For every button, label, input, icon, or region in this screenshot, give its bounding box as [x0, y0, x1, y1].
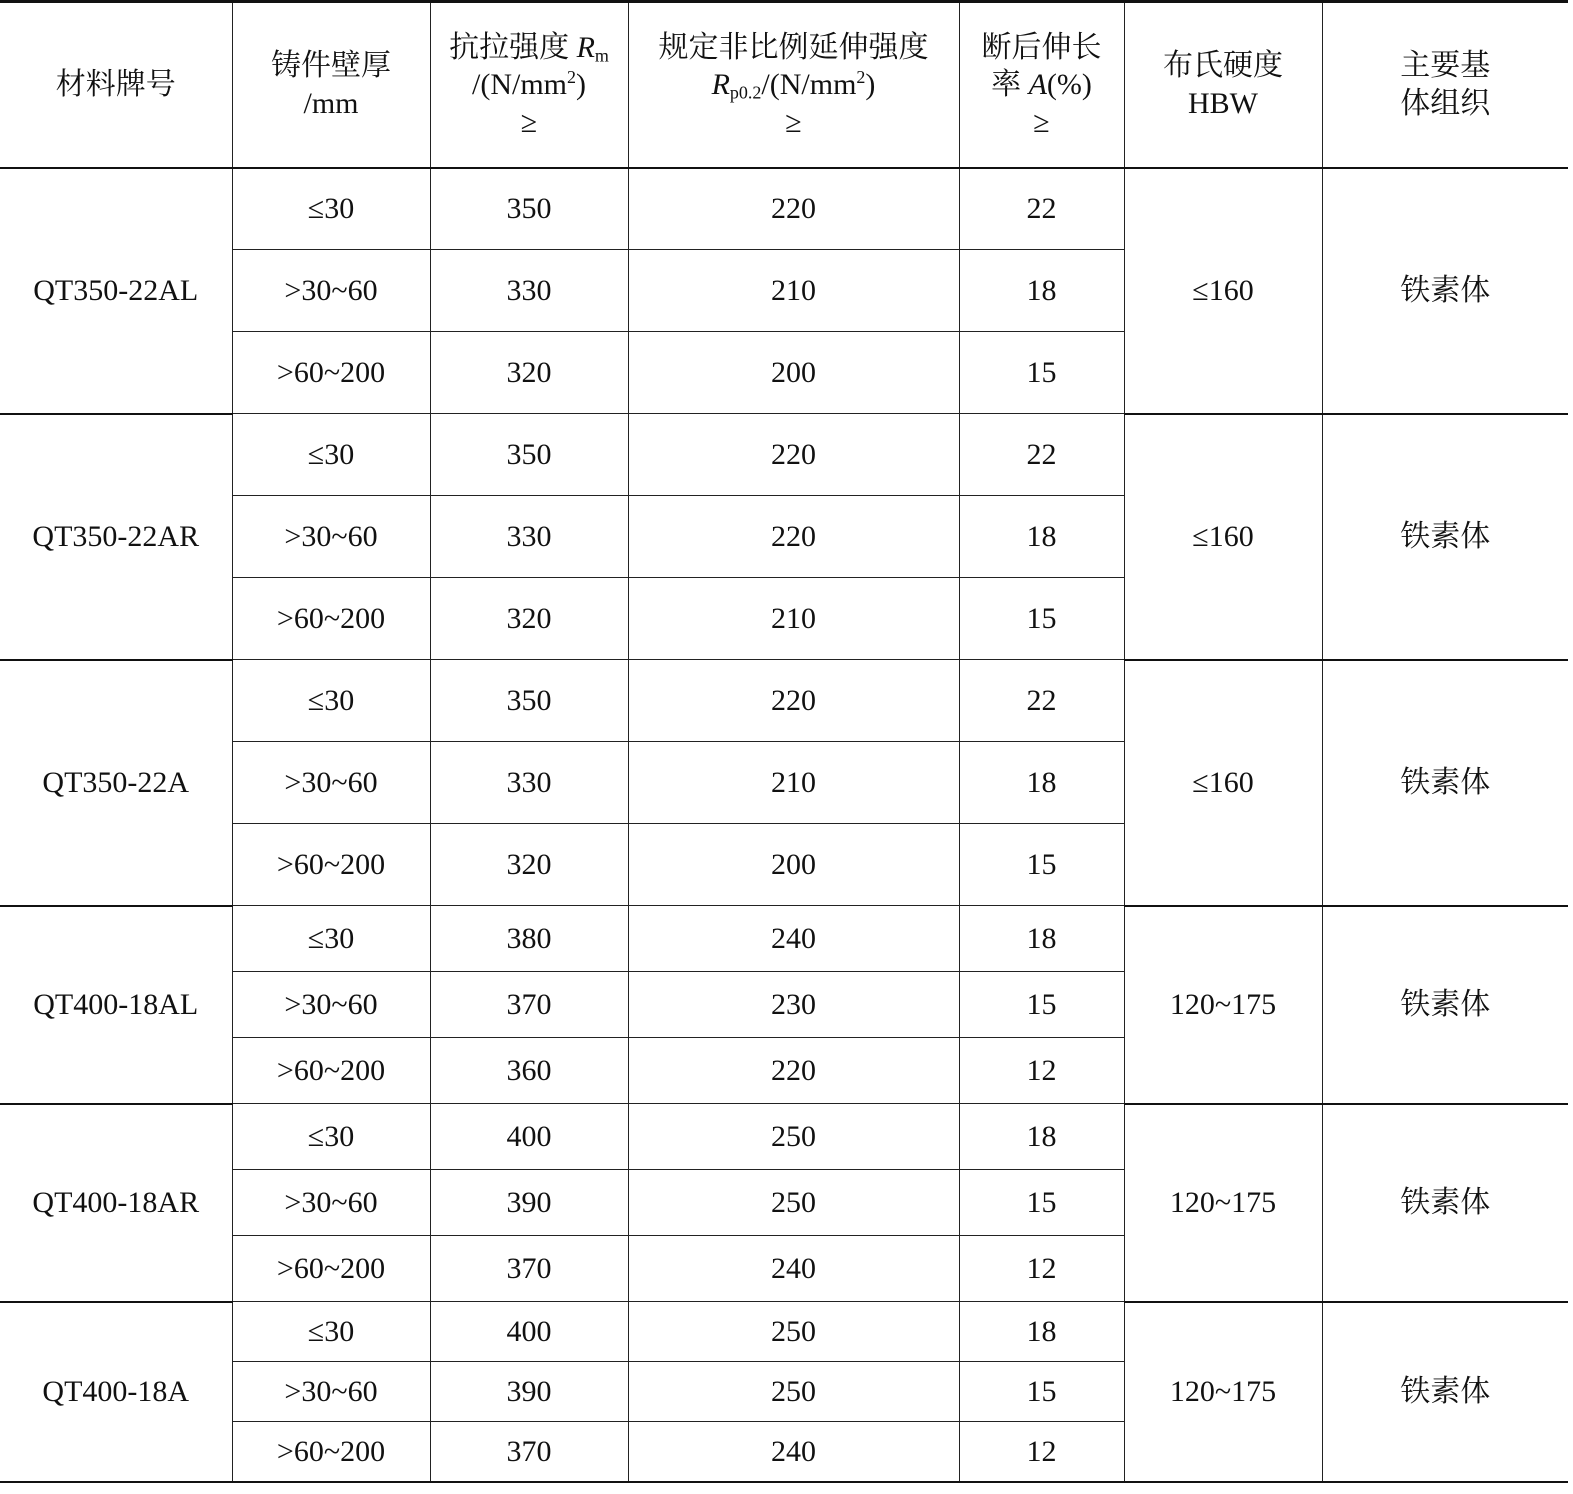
proof-strength-cell: 250 — [628, 1104, 959, 1170]
thickness-cell: >60~200 — [232, 332, 430, 414]
thickness-cell: >60~200 — [232, 1236, 430, 1302]
proof-strength-cell: 220 — [628, 496, 959, 578]
header-elong-line2 — [960, 66, 1124, 104]
table-row — [0, 168, 1568, 250]
elongation-cell: 22 — [959, 168, 1124, 250]
thickness-cell: >30~60 — [232, 972, 430, 1038]
hardness-cell: ≤160 — [1124, 660, 1322, 906]
elongation-cell: 18 — [959, 1104, 1124, 1170]
tensile-strength-cell: 320 — [430, 332, 628, 414]
header-proof-strength — [628, 2, 959, 168]
thickness-cell: >60~200 — [232, 1422, 430, 1482]
hardness-cell: 120~175 — [1124, 1104, 1322, 1302]
thickness-cell: ≤30 — [232, 660, 430, 742]
thickness-cell: >60~200 — [232, 1038, 430, 1104]
tensile-strength-cell: 370 — [430, 1236, 628, 1302]
proof-strength-cell: 220 — [628, 1038, 959, 1104]
header-rp-line2 — [629, 66, 959, 104]
table-row — [0, 906, 1568, 972]
elongation-cell: 18 — [959, 1302, 1124, 1362]
table-row — [0, 414, 1568, 496]
proof-strength-cell: 250 — [628, 1302, 959, 1362]
proof-strength-cell: 220 — [628, 660, 959, 742]
header-thickness-line2: /mm — [303, 86, 359, 120]
header-rm-line2 — [431, 66, 628, 104]
header-hbw-line1: 布氏硬度 — [1163, 49, 1283, 83]
proof-strength-cell: 200 — [628, 824, 959, 906]
hardness-cell: ≤160 — [1124, 414, 1322, 660]
header-rp-subscript: p0.2 — [729, 82, 762, 103]
header-elong-line1: 断后伸长 — [981, 30, 1102, 64]
header-elong-unit: (%) — [1046, 68, 1092, 101]
header-elong-symbol: A — [1028, 68, 1047, 101]
thickness-cell: >30~60 — [232, 742, 430, 824]
proof-strength-cell: 230 — [628, 972, 959, 1038]
header-matrix-line1: 主要基 — [1400, 49, 1491, 83]
header-rp-unit-b: ) — [865, 68, 876, 101]
thickness-cell: >30~60 — [232, 496, 430, 578]
table-row — [0, 1302, 1568, 1362]
matrix-cell: 铁素体 — [1322, 414, 1568, 660]
header-tensile-strength — [430, 2, 628, 168]
grade-cell: QT400-18AL — [0, 906, 232, 1104]
elongation-cell: 12 — [959, 1038, 1124, 1104]
header-matrix-line2: 体组织 — [1400, 86, 1491, 120]
header-rp-superscript: 2 — [856, 67, 866, 88]
thickness-cell: >60~200 — [232, 578, 430, 660]
header-elongation — [959, 2, 1124, 168]
grade-cell: QT350-22AL — [0, 168, 232, 414]
proof-strength-cell: 210 — [628, 250, 959, 332]
elongation-cell: 12 — [959, 1422, 1124, 1482]
thickness-cell: >30~60 — [232, 250, 430, 332]
hardness-cell: 120~175 — [1124, 1302, 1322, 1482]
matrix-cell: 铁素体 — [1322, 660, 1568, 906]
header-rp-title: 规定非比例延伸强度 — [658, 30, 929, 64]
header-elong-prefix: 率 — [991, 68, 1029, 101]
header-matrix — [1322, 2, 1568, 168]
header-rm-ge: ≥ — [520, 105, 538, 139]
tensile-strength-cell: 330 — [430, 250, 628, 332]
thickness-cell: >30~60 — [232, 1170, 430, 1236]
table-row — [0, 1104, 1568, 1170]
proof-strength-cell: 220 — [628, 168, 959, 250]
elongation-cell: 18 — [959, 742, 1124, 824]
table-body — [0, 168, 1568, 1482]
proof-strength-cell: 240 — [628, 1422, 959, 1482]
thickness-cell: ≤30 — [232, 414, 430, 496]
tensile-strength-cell: 350 — [430, 414, 628, 496]
table-row — [0, 660, 1568, 742]
thickness-cell: ≤30 — [232, 906, 430, 972]
grade-cell: QT350-22A — [0, 660, 232, 906]
tensile-strength-cell: 380 — [430, 906, 628, 972]
grade-cell: QT400-18AR — [0, 1104, 232, 1302]
proof-strength-cell: 240 — [628, 906, 959, 972]
matrix-cell: 铁素体 — [1322, 906, 1568, 1104]
thickness-cell: >30~60 — [232, 1362, 430, 1422]
header-grade: 材料牌号 — [0, 2, 232, 168]
grade-cell: QT400-18A — [0, 1302, 232, 1482]
elongation-cell: 15 — [959, 1170, 1124, 1236]
elongation-cell: 18 — [959, 496, 1124, 578]
elongation-cell: 15 — [959, 824, 1124, 906]
matrix-cell: 铁素体 — [1322, 168, 1568, 414]
header-row — [0, 2, 1568, 168]
thickness-cell: ≤30 — [232, 1302, 430, 1362]
proof-strength-cell: 200 — [628, 332, 959, 414]
tensile-strength-cell: 330 — [430, 742, 628, 824]
thickness-cell: >60~200 — [232, 824, 430, 906]
header-thickness — [232, 2, 430, 168]
elongation-cell: 22 — [959, 414, 1124, 496]
matrix-cell: 铁素体 — [1322, 1104, 1568, 1302]
tensile-strength-cell: 390 — [430, 1362, 628, 1422]
table-header — [0, 2, 1568, 168]
thickness-cell: ≤30 — [232, 168, 430, 250]
matrix-cell: 铁素体 — [1322, 1302, 1568, 1482]
elongation-cell: 18 — [959, 250, 1124, 332]
tensile-strength-cell: 360 — [430, 1038, 628, 1104]
header-thickness-line1: 铸件壁厚 — [271, 49, 391, 83]
tensile-strength-cell: 370 — [430, 972, 628, 1038]
tensile-strength-cell: 350 — [430, 660, 628, 742]
header-hbw-line2: HBW — [1188, 86, 1258, 120]
header-rp-symbol: R — [711, 68, 730, 101]
tensile-strength-cell: 370 — [430, 1422, 628, 1482]
header-rm-subscript: m — [594, 45, 609, 65]
proof-strength-cell: 250 — [628, 1170, 959, 1236]
hardness-cell: 120~175 — [1124, 906, 1322, 1104]
thickness-cell: ≤30 — [232, 1104, 430, 1170]
tensile-strength-cell: 350 — [430, 168, 628, 250]
header-rm-line1 — [431, 29, 628, 67]
header-rp-ge: ≥ — [785, 105, 802, 139]
elongation-cell: 15 — [959, 332, 1124, 414]
tensile-strength-cell: 320 — [430, 578, 628, 660]
tensile-strength-cell: 400 — [430, 1104, 628, 1170]
tensile-strength-cell: 400 — [430, 1302, 628, 1362]
proof-strength-cell: 250 — [628, 1362, 959, 1422]
header-rp-unit-a: /(N/mm — [761, 68, 857, 101]
elongation-cell: 22 — [959, 660, 1124, 742]
proof-strength-cell: 240 — [628, 1236, 959, 1302]
header-rm-unit-b: ) — [576, 68, 586, 101]
header-elong-ge: ≥ — [1033, 105, 1050, 139]
tensile-strength-cell: 390 — [430, 1170, 628, 1236]
elongation-cell: 15 — [959, 578, 1124, 660]
header-rm-superscript: 2 — [567, 67, 576, 88]
elongation-cell: 12 — [959, 1236, 1124, 1302]
tensile-strength-cell: 330 — [430, 496, 628, 578]
grade-cell: QT350-22AR — [0, 414, 232, 660]
header-rm-unit-a: /(N/mm — [472, 68, 567, 101]
elongation-cell: 15 — [959, 1362, 1124, 1422]
tensile-strength-cell: 320 — [430, 824, 628, 906]
elongation-cell: 15 — [959, 972, 1124, 1038]
proof-strength-cell: 220 — [628, 414, 959, 496]
header-hardness — [1124, 2, 1322, 168]
proof-strength-cell: 210 — [628, 578, 959, 660]
header-rm-symbol: R — [576, 30, 595, 64]
proof-strength-cell: 210 — [628, 742, 959, 824]
elongation-cell: 18 — [959, 906, 1124, 972]
hardness-cell: ≤160 — [1124, 168, 1322, 414]
header-rm-prefix: 抗拉强度 — [449, 30, 577, 64]
